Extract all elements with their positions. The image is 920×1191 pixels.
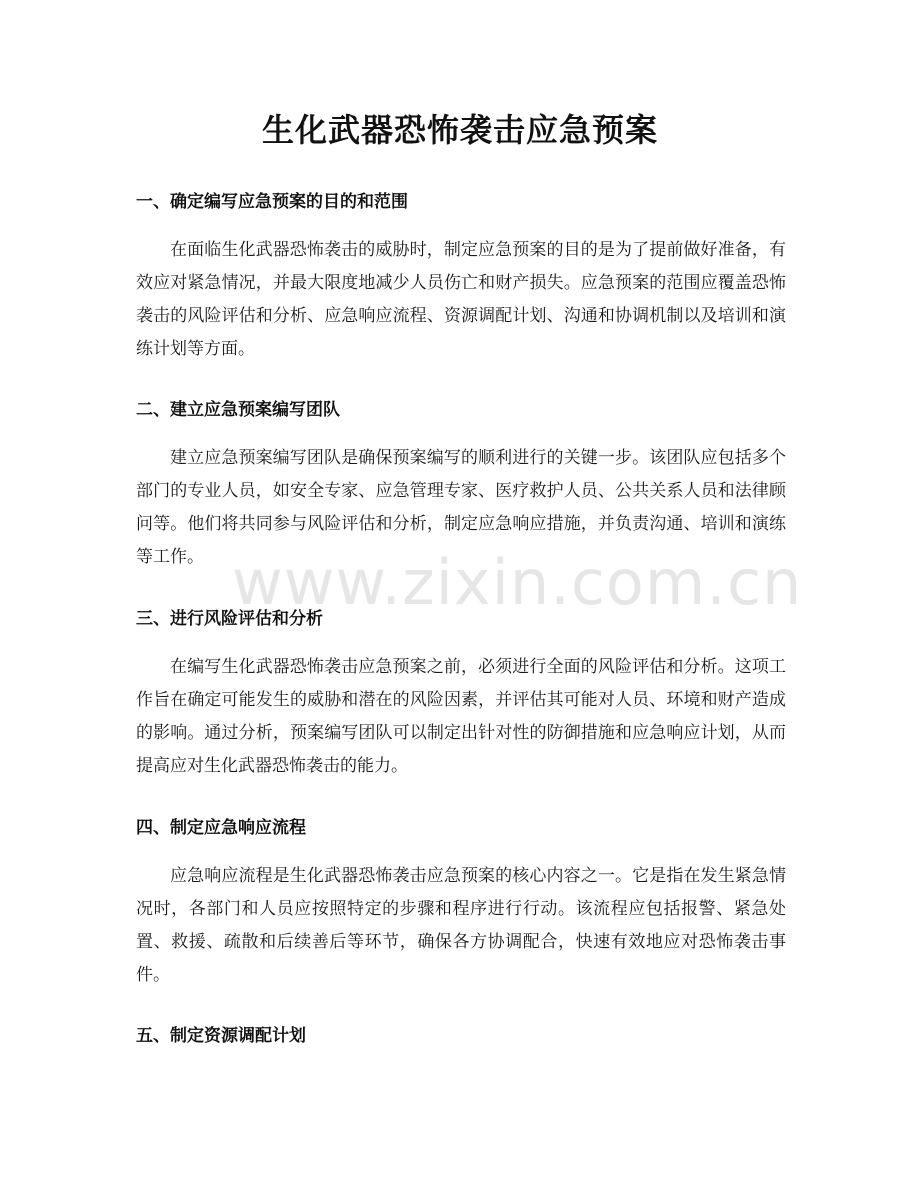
section-heading-3: 三、进行风险评估和分析 [136, 609, 323, 629]
section-paragraph-3: 在编写生化武器恐怖袭击应急预案之前，必须进行全面的风险评估和分析。这项工作旨在确定可能发生的威胁和潜在的风险因素，并评估其可能对人员、环境和财产造成的影响。通过分析，预案编写团队可以制定出针对性的防御措施和应急响应计划，从而提高应对生化武器恐怖袭击的能力。 [136, 657, 786, 776]
watermark: www.zixin.com.cn [232, 546, 803, 619]
document-title: 生化武器恐怖袭击应急预案 [261, 111, 658, 149]
section-paragraph-2: 建立应急预案编写团队是确保预案编写的顺利进行的关键一步。该团队应包括多个部门的专业人员，如安全专家、应急管理专家、医疗救护人员、公共关系人员和法律顾问等。他们将共同参与风险评估和分析，制定应急响应措施，并负责沟通、培训和演练等工作。 [136, 448, 786, 567]
section-paragraph-1: 在面临生化武器恐怖袭击的威胁时，制定应急预案的目的是为了提前做好准备，有效应对紧急情况，并最大限度地减少人员伤亡和财产损失。应急预案的范围应覆盖恐怖袭击的风险评估和分析、应急响应流程、资源调配计划、沟通和协调机制以及培训和演练计划等方面。 [136, 240, 786, 359]
section-heading-5: 五、制定资源调配计划 [136, 1026, 306, 1046]
section-heading-2: 二、建立应急预案编写团队 [136, 400, 340, 420]
section-paragraph-4: 应急响应流程是生化武器恐怖袭击应急预案的核心内容之一。它是指在发生紧急情况时，各部门和人员应按照特定的步骤和程序进行行动。该流程应包括报警、紧急处置、救援、疏散和后续善后等环节，确保各方协调配合，快速有效地应对恐怖袭击事件。 [136, 866, 786, 985]
section-heading-4: 四、制定应急响应流程 [136, 818, 306, 838]
section-heading-1: 一、确定编写应急预案的目的和范围 [136, 192, 408, 212]
